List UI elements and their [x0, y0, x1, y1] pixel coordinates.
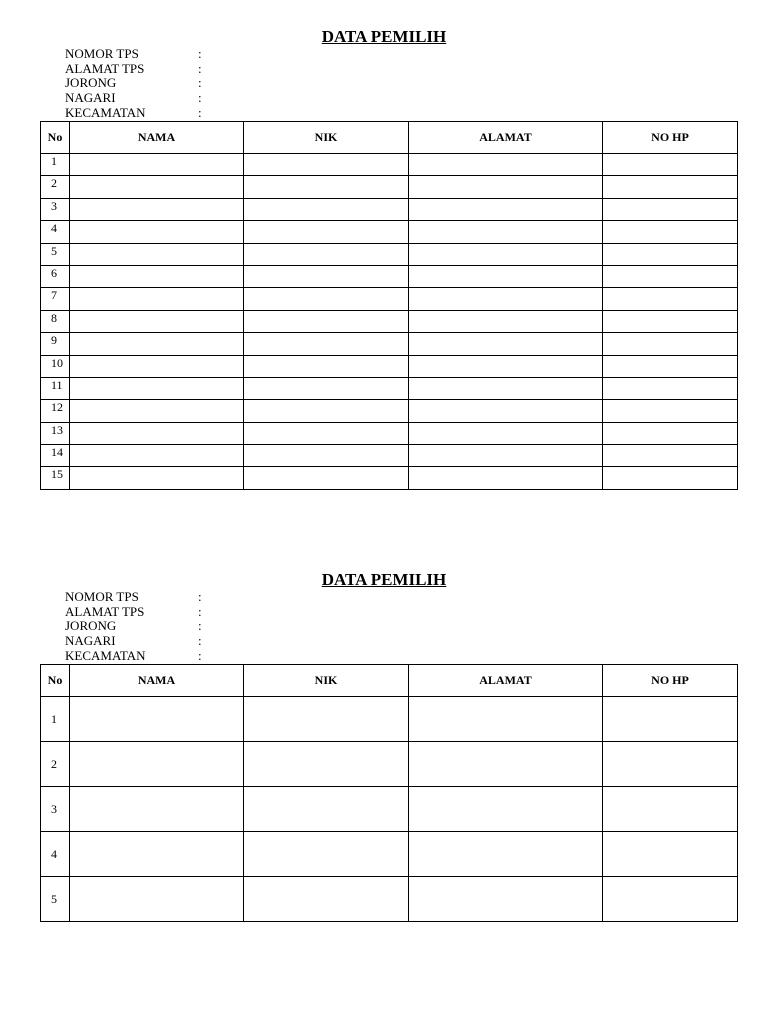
- row-number: 1: [41, 154, 70, 176]
- nama-cell[interactable]: [70, 355, 244, 377]
- table-row: [41, 221, 738, 243]
- nik-cell[interactable]: [244, 176, 409, 198]
- info-label: KECAMATAN: [65, 647, 146, 663]
- no-hp-cell[interactable]: [603, 877, 738, 922]
- column-header-nama: NAMA: [70, 122, 244, 154]
- no-hp-cell[interactable]: [603, 288, 738, 310]
- table-row: [41, 445, 738, 467]
- info-row-nomor-tps: [65, 590, 208, 605]
- row-number: 11: [41, 377, 70, 399]
- row-number: 12: [41, 400, 70, 422]
- no-hp-cell[interactable]: [603, 787, 738, 832]
- row-number: 1: [41, 697, 70, 742]
- info-colon: :: [198, 633, 202, 649]
- nik-cell[interactable]: [244, 265, 409, 287]
- info-label: NOMOR TPS: [65, 589, 139, 604]
- row-number: 2: [41, 176, 70, 198]
- row-number: 10: [41, 355, 70, 377]
- row-number: 3: [41, 787, 70, 832]
- table-row: [41, 742, 738, 787]
- info-colon: :: [198, 46, 202, 61]
- form-title: DATA PEMILIH: [321, 570, 447, 589]
- nama-cell[interactable]: [70, 265, 244, 287]
- table-row: [41, 697, 738, 742]
- nama-cell[interactable]: [70, 467, 244, 489]
- row-number: 14: [41, 445, 70, 467]
- nik-cell[interactable]: [244, 877, 409, 922]
- column-header-alamat: ALAMAT: [409, 122, 603, 154]
- no-hp-cell[interactable]: [603, 467, 738, 489]
- table-row: [41, 787, 738, 832]
- nik-cell[interactable]: [244, 198, 409, 220]
- info-label: NAGARI: [65, 633, 116, 649]
- row-number: 2: [41, 742, 70, 787]
- nik-cell[interactable]: [244, 221, 409, 243]
- row-number: 15: [41, 467, 70, 489]
- nama-cell[interactable]: [70, 445, 244, 467]
- row-number: 4: [41, 832, 70, 877]
- table-row: [41, 422, 738, 444]
- column-header-nik: NIK: [244, 122, 409, 154]
- alamat-cell[interactable]: [409, 445, 603, 467]
- info-colon: :: [198, 104, 202, 120]
- nik-cell[interactable]: [244, 243, 409, 265]
- info-colon: :: [198, 589, 202, 604]
- table-row: [41, 265, 738, 287]
- row-number: 3: [41, 198, 70, 220]
- no-hp-cell[interactable]: [603, 445, 738, 467]
- alamat-cell[interactable]: [409, 176, 603, 198]
- alamat-cell[interactable]: [409, 288, 603, 310]
- nik-cell[interactable]: [244, 742, 409, 787]
- row-number: 5: [41, 243, 70, 265]
- no-hp-cell[interactable]: [603, 697, 738, 742]
- nik-cell[interactable]: [244, 422, 409, 444]
- nik-cell[interactable]: [244, 787, 409, 832]
- nama-cell[interactable]: [70, 310, 244, 332]
- alamat-cell[interactable]: [409, 154, 603, 176]
- no-hp-cell[interactable]: [603, 176, 738, 198]
- nik-cell[interactable]: [244, 333, 409, 355]
- alamat-cell[interactable]: [409, 243, 603, 265]
- info-colon: :: [198, 60, 202, 76]
- alamat-cell[interactable]: [409, 310, 603, 332]
- table-row: [41, 467, 738, 489]
- row-number: 7: [41, 288, 70, 310]
- nik-cell[interactable]: [244, 288, 409, 310]
- nama-cell[interactable]: [70, 787, 244, 832]
- nama-cell[interactable]: [70, 422, 244, 444]
- nama-cell[interactable]: [70, 198, 244, 220]
- table-row: [41, 355, 738, 377]
- alamat-cell[interactable]: [409, 265, 603, 287]
- info-label: KECAMATAN: [65, 104, 146, 120]
- no-hp-cell[interactable]: [603, 377, 738, 399]
- nik-cell[interactable]: [244, 467, 409, 489]
- column-header-no-hp: NO HP: [603, 122, 738, 154]
- alamat-cell[interactable]: [409, 198, 603, 220]
- nik-cell[interactable]: [244, 377, 409, 399]
- alamat-cell[interactable]: [409, 377, 603, 399]
- tps-info-block: [65, 47, 208, 120]
- info-label: ALAMAT TPS: [65, 603, 145, 619]
- info-row-alamat-tps: [65, 62, 208, 77]
- nama-cell[interactable]: [70, 877, 244, 922]
- nama-cell[interactable]: [70, 832, 244, 877]
- info-row-nagari: [65, 634, 208, 649]
- alamat-cell[interactable]: [409, 333, 603, 355]
- table-row: [41, 310, 738, 332]
- info-row-jorong: [65, 619, 208, 634]
- alamat-cell[interactable]: [409, 400, 603, 422]
- info-row-alamat-tps: [65, 605, 208, 620]
- no-hp-cell[interactable]: [603, 154, 738, 176]
- table-row: [41, 832, 738, 877]
- alamat-cell[interactable]: [409, 832, 603, 877]
- info-label: JORONG: [65, 618, 117, 634]
- info-row-nagari: [65, 91, 208, 106]
- nik-cell[interactable]: [244, 355, 409, 377]
- no-hp-cell[interactable]: [603, 333, 738, 355]
- nik-cell[interactable]: [244, 400, 409, 422]
- row-number: 4: [41, 221, 70, 243]
- nama-cell[interactable]: [70, 697, 244, 742]
- nama-cell[interactable]: [70, 176, 244, 198]
- nama-cell[interactable]: [70, 377, 244, 399]
- alamat-cell[interactable]: [409, 787, 603, 832]
- nik-cell[interactable]: [244, 154, 409, 176]
- table-row: [41, 400, 738, 422]
- alamat-cell[interactable]: [409, 697, 603, 742]
- tps-info-block: [65, 590, 208, 663]
- nama-cell[interactable]: [70, 221, 244, 243]
- table-row: [41, 333, 738, 355]
- table-row: [41, 176, 738, 198]
- row-number: 8: [41, 310, 70, 332]
- no-hp-cell[interactable]: [603, 198, 738, 220]
- form-title: DATA PEMILIH: [321, 27, 447, 46]
- no-hp-cell[interactable]: [603, 832, 738, 877]
- table-header-row: [41, 122, 738, 154]
- info-label: ALAMAT TPS: [65, 60, 145, 76]
- no-hp-cell[interactable]: [603, 243, 738, 265]
- row-number: 9: [41, 333, 70, 355]
- column-header-no-hp: NO HP: [603, 665, 738, 697]
- column-header-no: No: [41, 665, 70, 697]
- no-hp-cell[interactable]: [603, 355, 738, 377]
- info-colon: :: [198, 618, 202, 634]
- no-hp-cell[interactable]: [603, 422, 738, 444]
- column-header-alamat: ALAMAT: [409, 665, 603, 697]
- table-row: [41, 198, 738, 220]
- nik-cell[interactable]: [244, 310, 409, 332]
- info-label: NOMOR TPS: [65, 46, 139, 61]
- nama-cell[interactable]: [70, 400, 244, 422]
- nama-cell[interactable]: [70, 243, 244, 265]
- nama-cell[interactable]: [70, 742, 244, 787]
- nama-cell[interactable]: [70, 288, 244, 310]
- voter-table: [40, 664, 738, 922]
- no-hp-cell[interactable]: [603, 310, 738, 332]
- no-hp-cell[interactable]: [603, 742, 738, 787]
- row-number: 6: [41, 265, 70, 287]
- alamat-cell[interactable]: [409, 221, 603, 243]
- info-row-jorong: [65, 76, 208, 91]
- nama-cell[interactable]: [70, 333, 244, 355]
- column-header-nik: NIK: [244, 665, 409, 697]
- info-label: JORONG: [65, 75, 117, 91]
- alamat-cell[interactable]: [409, 422, 603, 444]
- info-row-kecamatan: [65, 106, 208, 121]
- no-hp-cell[interactable]: [603, 221, 738, 243]
- alamat-cell[interactable]: [409, 742, 603, 787]
- nik-cell[interactable]: [244, 697, 409, 742]
- table-row: [41, 377, 738, 399]
- voter-table: [40, 121, 738, 490]
- nik-cell[interactable]: [244, 445, 409, 467]
- info-colon: :: [198, 647, 202, 663]
- table-row: [41, 154, 738, 176]
- table-row: [41, 243, 738, 265]
- nik-cell[interactable]: [244, 832, 409, 877]
- table-row: [41, 877, 738, 922]
- no-hp-cell[interactable]: [603, 265, 738, 287]
- row-number: 13: [41, 422, 70, 444]
- info-row-kecamatan: [65, 649, 208, 664]
- info-row-nomor-tps: [65, 47, 208, 62]
- nama-cell[interactable]: [70, 154, 244, 176]
- row-number: 5: [41, 877, 70, 922]
- table-header-row: [41, 665, 738, 697]
- no-hp-cell[interactable]: [603, 400, 738, 422]
- column-header-nama: NAMA: [70, 665, 244, 697]
- info-colon: :: [198, 75, 202, 91]
- info-colon: :: [198, 603, 202, 619]
- info-colon: :: [198, 90, 202, 106]
- column-header-no: No: [41, 122, 70, 154]
- alamat-cell[interactable]: [409, 467, 603, 489]
- alamat-cell[interactable]: [409, 355, 603, 377]
- table-row: [41, 288, 738, 310]
- info-label: NAGARI: [65, 90, 116, 106]
- alamat-cell[interactable]: [409, 877, 603, 922]
